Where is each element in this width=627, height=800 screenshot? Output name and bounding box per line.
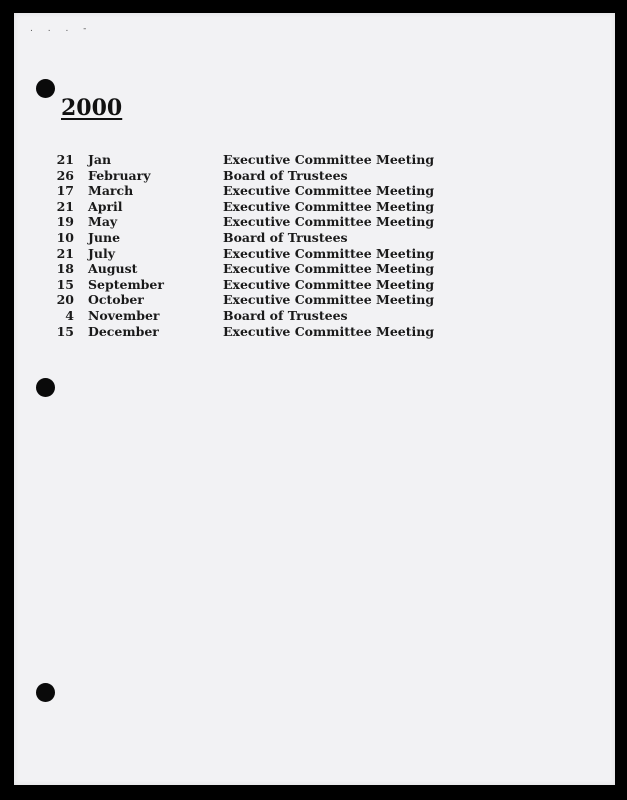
schedule-row [54, 308, 574, 324]
meeting-month: June [88, 229, 121, 245]
punch-hole-bottom [36, 683, 55, 702]
meeting-month: March [88, 183, 134, 199]
meeting-month: October [88, 292, 144, 308]
meeting-day: 15 [56, 323, 74, 339]
year-heading: 2000 [61, 95, 123, 121]
meeting-event: Executive Committee Meeting [223, 292, 435, 308]
meeting-event: Executive Committee Meeting [223, 261, 435, 277]
meeting-event: Board of Trustees [223, 167, 348, 183]
meeting-day: 4 [65, 307, 74, 323]
schedule-row [54, 183, 574, 199]
schedule-row [54, 246, 574, 262]
meeting-month: May [88, 214, 118, 230]
meeting-day: 19 [56, 214, 74, 230]
meeting-month: December [88, 323, 159, 339]
stray-marks: . . . - [30, 24, 93, 34]
meeting-day: 17 [56, 183, 74, 199]
meeting-month: February [88, 167, 151, 183]
meeting-day: 21 [56, 198, 74, 214]
schedule-row [54, 230, 574, 246]
meeting-event: Executive Committee Meeting [223, 183, 435, 199]
schedule-row [54, 152, 574, 168]
meeting-event: Board of Trustees [223, 307, 348, 323]
schedule-row [54, 214, 574, 230]
meeting-day: 20 [56, 292, 74, 308]
schedule-row [54, 324, 574, 340]
schedule-row [54, 199, 574, 215]
meeting-day: 21 [56, 152, 74, 167]
schedule-row [54, 168, 574, 184]
meeting-day: 15 [56, 276, 74, 292]
meeting-month: July [88, 245, 116, 261]
punch-hole-top [36, 79, 55, 98]
meeting-day: 26 [56, 167, 74, 183]
meeting-month: April [88, 198, 123, 214]
meeting-month: August [88, 261, 138, 277]
meeting-schedule [54, 152, 574, 339]
meeting-event: Executive Committee Meeting [223, 198, 435, 214]
meeting-event: Executive Committee Meeting [223, 152, 435, 167]
meeting-event: Executive Committee Meeting [223, 245, 435, 261]
meeting-day: 10 [56, 229, 74, 245]
meeting-month: November [88, 307, 160, 323]
meeting-event: Executive Committee Meeting [223, 276, 435, 292]
meeting-event: Executive Committee Meeting [223, 323, 435, 339]
schedule-row [54, 277, 574, 293]
meeting-day: 21 [56, 245, 74, 261]
paper-page [14, 13, 615, 785]
meeting-month: September [88, 276, 164, 292]
punch-hole-middle [36, 378, 55, 397]
meeting-day: 18 [56, 261, 74, 277]
meeting-event: Board of Trustees [223, 229, 348, 245]
schedule-row [54, 292, 574, 308]
meeting-month: Jan [88, 152, 112, 167]
meeting-event: Executive Committee Meeting [223, 214, 435, 230]
schedule-row [54, 261, 574, 277]
